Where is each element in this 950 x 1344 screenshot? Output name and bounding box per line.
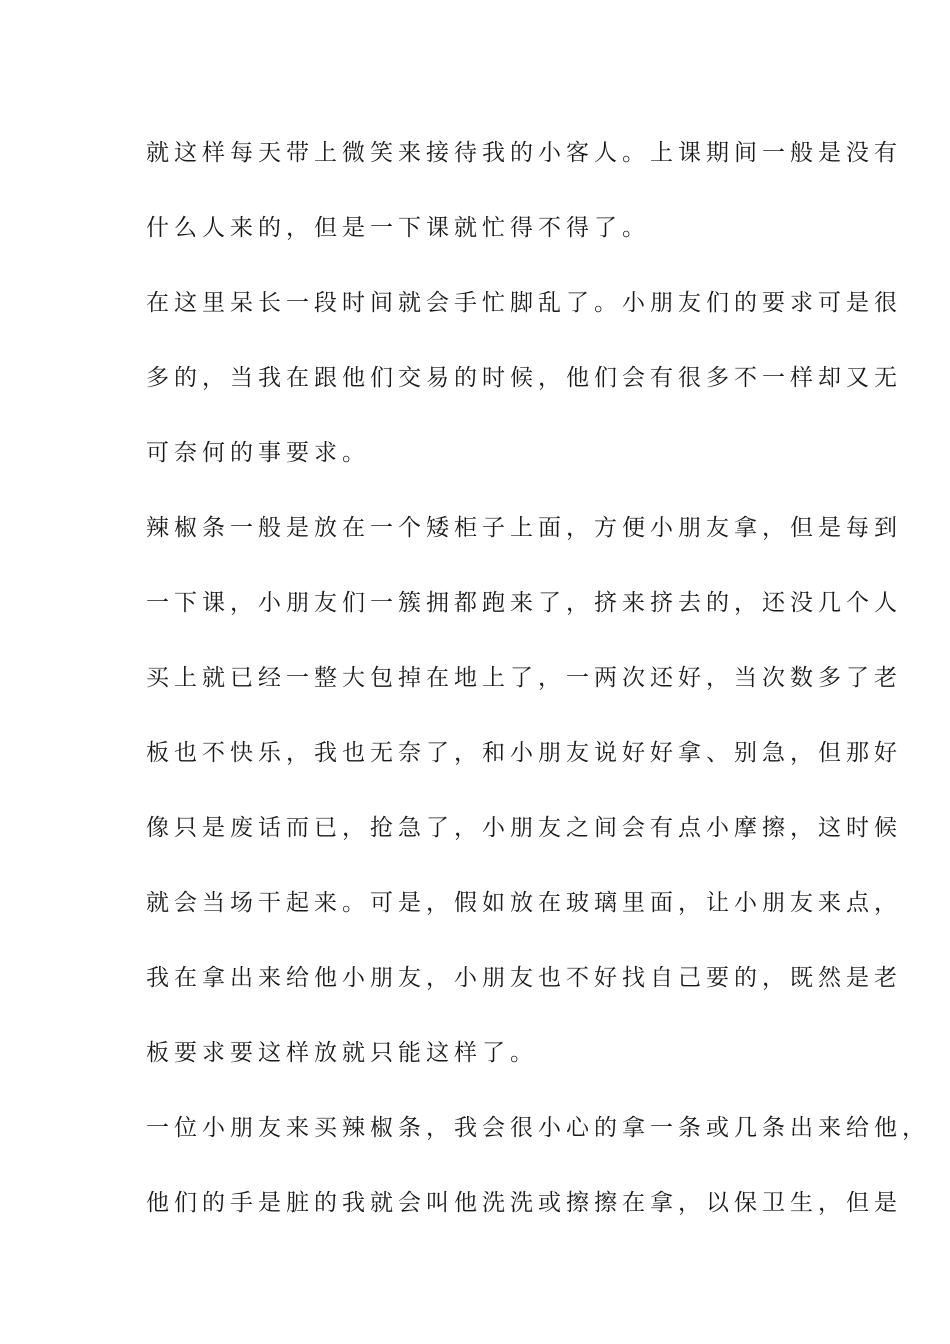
text-line: 一位小朋友来买辣椒条，我会很小心的拿一条或几条出来给他， bbox=[146, 1115, 930, 1141]
text-line: 什么人来的，但是一下课就忙得不得了。 bbox=[146, 215, 650, 241]
text-line: 一下课，小朋友们一簇拥都跑来了，挤来挤去的，还没几个人 bbox=[146, 590, 902, 616]
text-line: 板也不快乐，我也无奈了，和小朋友说好好拿、别急，但那好 bbox=[146, 740, 902, 766]
text-line: 辣椒条一般是放在一个矮柜子上面，方便小朋友拿，但是每到 bbox=[146, 515, 902, 541]
text-line: 他们的手是脏的我就会叫他洗洗或擦擦在拿，以保卫生，但是 bbox=[146, 1190, 902, 1216]
text-line: 可奈何的事要求。 bbox=[146, 440, 370, 466]
text-line: 在这里呆长一段时间就会手忙脚乱了。小朋友们的要求可是很 bbox=[146, 290, 902, 316]
text-line: 我在拿出来给他小朋友，小朋友也不好找自己要的，既然是老 bbox=[146, 965, 902, 991]
body-text bbox=[146, 128, 930, 1253]
text-line: 就这样每天带上微笑来接待我的小客人。上课期间一般是没有 bbox=[146, 140, 902, 166]
text-line: 像只是废话而已，抢急了，小朋友之间会有点小摩擦，这时候 bbox=[146, 815, 902, 841]
text-line: 板要求要这样放就只能这样了。 bbox=[146, 1040, 538, 1066]
text-line: 多的，当我在跟他们交易的时候，他们会有很多不一样却又无 bbox=[146, 365, 902, 391]
text-line: 买上就已经一整大包掉在地上了，一两次还好，当次数多了老 bbox=[146, 665, 902, 691]
text-line: 就会当场干起来。可是，假如放在玻璃里面，让小朋友来点， bbox=[146, 890, 902, 916]
